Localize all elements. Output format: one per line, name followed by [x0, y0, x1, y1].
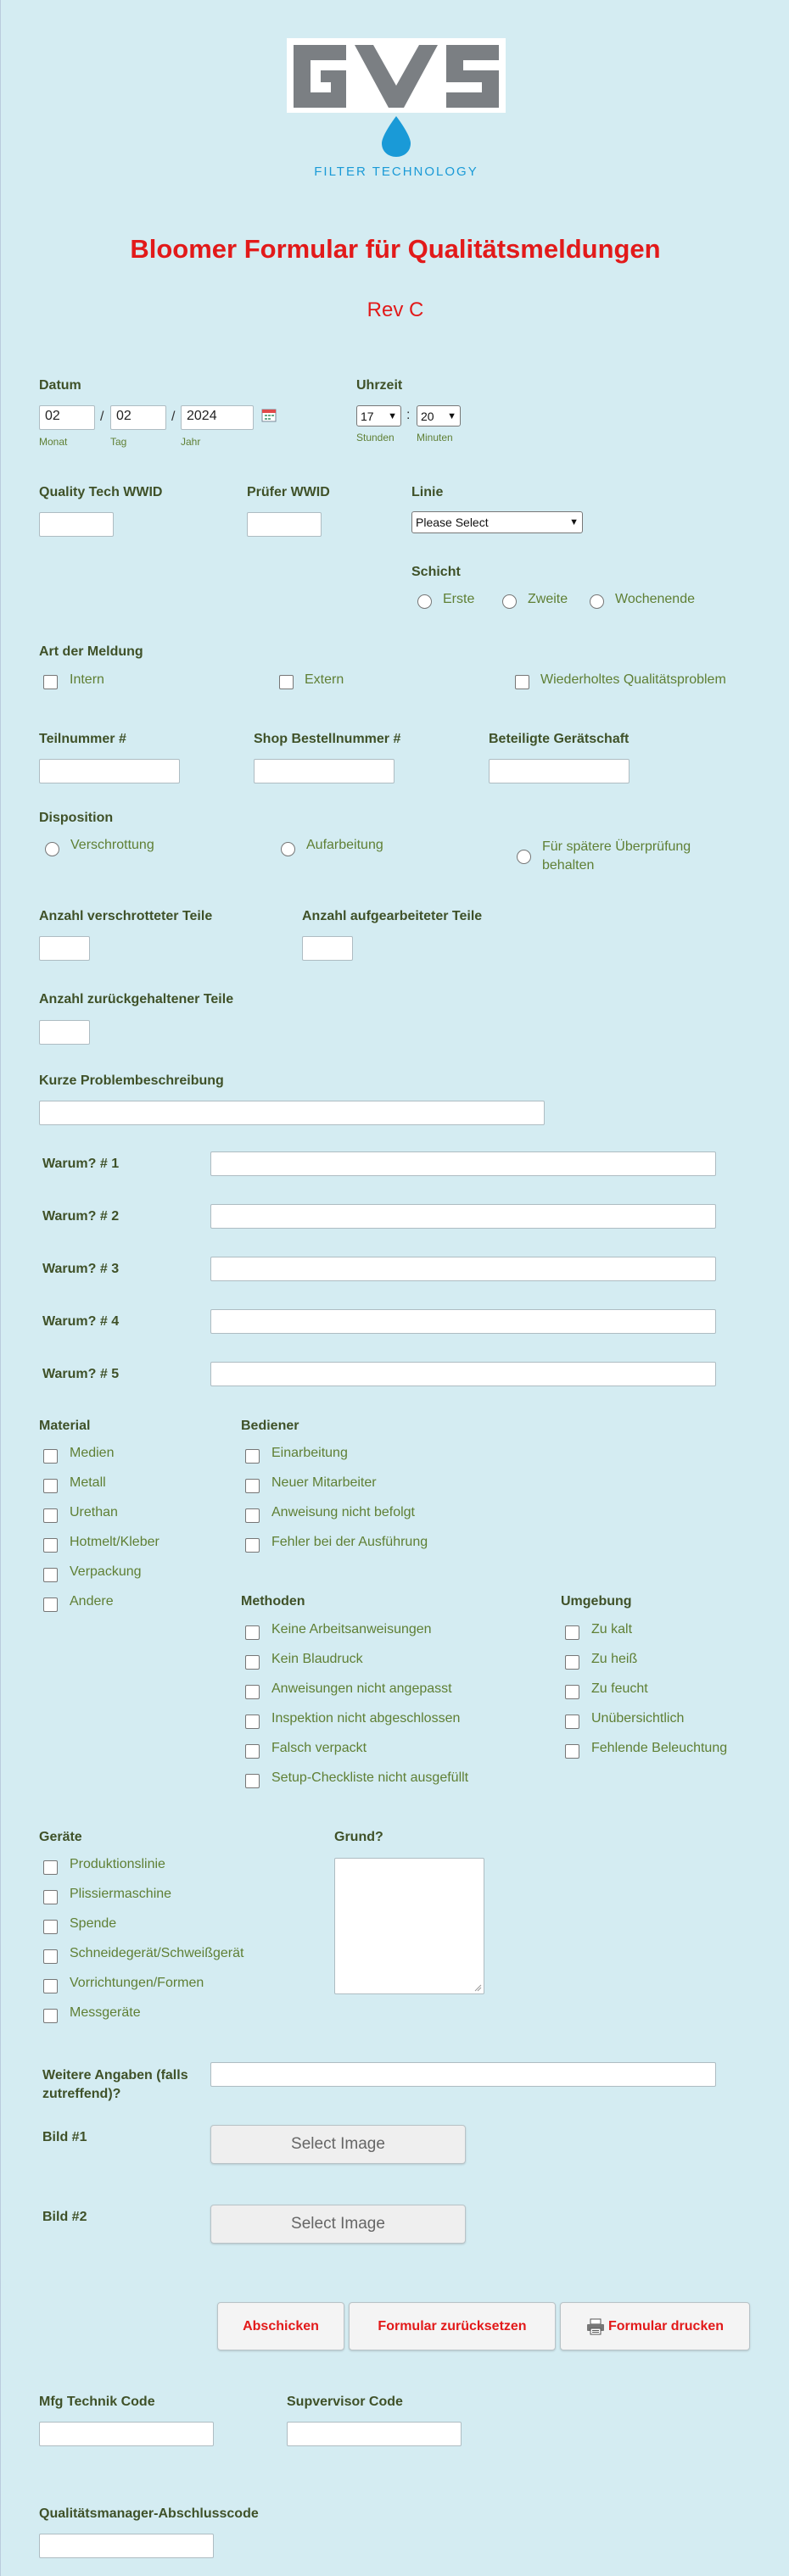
date-month-input[interactable]: 02: [39, 405, 95, 430]
reset-button[interactable]: Formular zurücksetzen: [349, 2302, 556, 2350]
material-option: Urethan: [70, 1505, 118, 1519]
year-sublabel: Jahr: [181, 436, 201, 448]
methoden-option: Setup-Checkliste nicht ausgefüllt: [271, 1770, 469, 1785]
methoden-checkbox[interactable]: [245, 1774, 260, 1788]
date-year-input[interactable]: 2024: [181, 405, 254, 430]
disposition-radio-aufarbeitung[interactable]: [281, 842, 295, 856]
bediener-checkbox[interactable]: [245, 1508, 260, 1523]
geraete-checkbox[interactable]: [43, 1979, 58, 1993]
geraete-option: Schneidegerät/Schweißgerät: [70, 1946, 244, 1960]
anzahl-zurueck-label: Anzahl zurückgehaltener Teile: [39, 992, 234, 1006]
warum-1-input[interactable]: [210, 1151, 716, 1176]
bediener-option: Anweisung nicht befolgt: [271, 1505, 415, 1519]
linie-select[interactable]: [411, 511, 583, 533]
chevron-down-icon: ▼: [447, 410, 456, 421]
mfg-label: Mfg Technik Code: [39, 2395, 155, 2409]
supervisor-label: Supvervisor Code: [287, 2395, 403, 2409]
material-option: Metall: [70, 1475, 106, 1490]
kurz-label: Kurze Problembeschreibung: [39, 1073, 224, 1088]
geraete-option: Messgeräte: [70, 2005, 141, 2020]
minutes-value: 20: [421, 409, 434, 423]
kurz-input[interactable]: [39, 1101, 545, 1125]
material-option: Andere: [70, 1594, 114, 1609]
weitere-input[interactable]: [210, 2062, 716, 2087]
geraete-checkbox[interactable]: [43, 1920, 58, 1934]
disposition-option-aufarbeitung: Aufarbeitung: [306, 838, 383, 852]
minutes-select[interactable]: [417, 405, 461, 427]
chevron-down-icon: ▼: [569, 517, 579, 527]
grund-textarea[interactable]: [334, 1858, 484, 1994]
anzahl-verschrottet-label: Anzahl verschrotteter Teile: [39, 909, 213, 923]
teilnummer-label: Teilnummer #: [39, 732, 126, 746]
geraetschaft-input[interactable]: [489, 759, 630, 783]
uhrzeit-label: Uhrzeit: [356, 378, 403, 393]
methoden-checkbox[interactable]: [245, 1655, 260, 1670]
weitere-label-line1: Weitere Angaben (falls: [42, 2068, 188, 2083]
calendar-icon[interactable]: [261, 407, 277, 422]
methoden-option: Inspektion nicht abgeschlossen: [271, 1711, 461, 1726]
geraete-option: Plissiermaschine: [70, 1887, 172, 1901]
hours-sublabel: Stunden: [356, 432, 394, 443]
umgebung-option: Zu feucht: [591, 1681, 648, 1696]
material-checkbox[interactable]: [43, 1449, 58, 1464]
gvs-logo-graphic: [287, 38, 506, 178]
disposition-label: Disposition: [39, 811, 114, 825]
datum-label: Datum: [39, 378, 81, 393]
anzahl-aufgearbeitet-label: Anzahl aufgearbeiteter Teile: [302, 909, 483, 923]
shop-bestell-input[interactable]: [254, 759, 394, 783]
warum-5-label: Warum? # 5: [42, 1367, 120, 1381]
methoden-checkbox[interactable]: [245, 1715, 260, 1729]
month-sublabel: Monat: [39, 436, 68, 448]
material-checkbox[interactable]: [43, 1508, 58, 1523]
resize-handle-icon[interactable]: [474, 1984, 482, 1992]
geraete-checkbox[interactable]: [43, 1860, 58, 1875]
warum-1-label: Warum? # 1: [42, 1157, 120, 1171]
geraete-option: Vorrichtungen/Formen: [70, 1976, 204, 1990]
date-separator-2: /: [171, 410, 176, 424]
teilnummer-input[interactable]: [39, 759, 180, 783]
art-checkbox-intern[interactable]: [43, 675, 58, 689]
material-option: Verpackung: [70, 1564, 142, 1579]
disposition-radio-verschrottung[interactable]: [45, 842, 59, 856]
warum-4-label: Warum? # 4: [42, 1314, 120, 1329]
bediener-option: Neuer Mitarbeiter: [271, 1475, 377, 1490]
hours-select[interactable]: [356, 405, 401, 427]
supervisor-input[interactable]: [287, 2422, 462, 2446]
geraete-option: Produktionslinie: [70, 1857, 165, 1871]
shop-bestell-label: Shop Bestellnummer #: [254, 732, 401, 746]
mfg-input[interactable]: [39, 2422, 214, 2446]
material-checkbox[interactable]: [43, 1597, 58, 1612]
revision-label: Rev C: [367, 298, 424, 321]
grund-label: Grund?: [334, 1830, 383, 1844]
print-button-label: Formular drucken: [607, 2318, 725, 2333]
schicht-radio-zweite[interactable]: [502, 594, 517, 609]
linie-label: Linie: [411, 485, 444, 499]
schicht-option-wochenende: Wochenende: [615, 592, 695, 606]
umgebung-checkbox[interactable]: [565, 1715, 579, 1729]
methoden-checkbox[interactable]: [245, 1625, 260, 1640]
printer-icon: [586, 2318, 605, 2335]
umgebung-option: Fehlende Beleuchtung: [591, 1741, 728, 1755]
umgebung-checkbox[interactable]: [565, 1744, 579, 1759]
umgebung-option: Zu kalt: [591, 1622, 633, 1636]
quality-tech-input[interactable]: [39, 512, 114, 537]
schicht-option-zweite: Zweite: [528, 592, 568, 606]
geraete-label: Geräte: [39, 1830, 82, 1844]
umgebung-label: Umgebung: [561, 1594, 632, 1609]
anzahl-verschrottet-input[interactable]: [39, 936, 90, 961]
warum-2-input[interactable]: [210, 1204, 716, 1229]
art-checkbox-wiederholt[interactable]: [515, 675, 529, 689]
time-colon: :: [406, 408, 411, 422]
page-title: Bloomer Formular für Qualitätsmeldungen: [130, 234, 661, 264]
methoden-option: Anweisungen nicht angepasst: [271, 1681, 452, 1696]
warum-3-label: Warum? # 3: [42, 1262, 120, 1276]
schicht-radio-erste[interactable]: [417, 594, 432, 609]
methoden-label: Methoden: [241, 1594, 305, 1609]
geraete-option: Spende: [70, 1916, 117, 1931]
umgebung-option: Unübersichtlich: [591, 1711, 685, 1726]
umgebung-checkbox[interactable]: [565, 1655, 579, 1670]
warum-3-input[interactable]: [210, 1257, 716, 1281]
umgebung-checkbox[interactable]: [565, 1685, 579, 1699]
geraete-checkbox[interactable]: [43, 1890, 58, 1904]
material-option: Medien: [70, 1446, 115, 1460]
warum-5-input[interactable]: [210, 1362, 716, 1386]
art-label: Art der Meldung: [39, 644, 143, 659]
anzahl-zurueck-input[interactable]: [39, 1020, 90, 1045]
weitere-label-line2: zutreffend)?: [42, 2087, 121, 2101]
weitere-label: [42, 2066, 188, 2104]
disposition-option-verschrottung: Verschrottung: [70, 838, 154, 852]
geraete-checkbox[interactable]: [43, 2009, 58, 2023]
methoden-option: Kein Blaudruck: [271, 1652, 363, 1666]
art-option-extern: Extern: [305, 672, 344, 687]
methoden-option: Falsch verpackt: [271, 1741, 367, 1755]
submit-button[interactable]: Abschicken: [217, 2302, 344, 2350]
schicht-radio-wochenende[interactable]: [590, 594, 604, 609]
umgebung-option: Zu heiß: [591, 1652, 638, 1666]
chevron-down-icon: ▼: [388, 410, 397, 421]
geraetschaft-label: Beteiligte Gerätschaft: [489, 732, 630, 746]
day-sublabel: Tag: [110, 436, 127, 448]
quality-tech-label: Quality Tech WWID: [39, 485, 163, 499]
disposition-option-behalten: Für spätere Überprüfung behalten: [542, 839, 691, 873]
material-checkbox[interactable]: [43, 1568, 58, 1582]
minutes-sublabel: Minuten: [417, 432, 453, 443]
logo-tagline: FILTER TECHNOLOGY: [314, 164, 478, 178]
warum-2-label: Warum? # 2: [42, 1209, 120, 1224]
geraete-checkbox[interactable]: [43, 1949, 58, 1964]
umgebung-checkbox[interactable]: [565, 1625, 579, 1640]
art-option-wiederholt: Wiederholtes Qualitätsproblem: [540, 672, 726, 687]
qm-label: Qualitätsmanager-Abschlusscode: [39, 2506, 259, 2521]
schicht-label: Schicht: [411, 565, 461, 579]
qm-input[interactable]: [39, 2534, 214, 2558]
bild1-select-image-button[interactable]: Select Image: [210, 2125, 466, 2164]
material-checkbox[interactable]: [43, 1538, 58, 1553]
date-day-input[interactable]: 02: [110, 405, 166, 430]
art-option-intern: Intern: [70, 672, 104, 687]
art-checkbox-extern[interactable]: [279, 675, 294, 689]
methoden-option: Keine Arbeitsanweisungen: [271, 1622, 432, 1636]
bediener-checkbox[interactable]: [245, 1479, 260, 1493]
pruefer-label: Prüfer WWID: [247, 485, 330, 499]
bediener-checkbox[interactable]: [245, 1449, 260, 1464]
bediener-checkbox[interactable]: [245, 1538, 260, 1553]
warum-4-input[interactable]: [210, 1309, 716, 1334]
bild1-label: Bild #1: [42, 2130, 87, 2144]
disposition-radio-behalten[interactable]: [517, 850, 531, 864]
schicht-option-erste: Erste: [443, 592, 475, 606]
bediener-option: Fehler bei der Ausführung: [271, 1535, 428, 1549]
material-checkbox[interactable]: [43, 1479, 58, 1493]
methoden-checkbox[interactable]: [245, 1744, 260, 1759]
material-label: Material: [39, 1419, 91, 1433]
bild2-label: Bild #2: [42, 2210, 87, 2224]
hours-value: 17: [361, 409, 374, 423]
bediener-label: Bediener: [241, 1419, 299, 1433]
methoden-checkbox[interactable]: [245, 1685, 260, 1699]
material-option: Hotmelt/Kleber: [70, 1535, 159, 1549]
pruefer-input[interactable]: [247, 512, 322, 537]
gvs-logo: [287, 38, 506, 178]
date-separator: /: [100, 410, 104, 424]
bediener-option: Einarbeitung: [271, 1446, 348, 1460]
linie-selected: Please Select: [416, 516, 489, 529]
bild2-select-image-button[interactable]: Select Image: [210, 2205, 466, 2244]
print-button[interactable]: [560, 2302, 750, 2350]
anzahl-aufgearbeitet-input[interactable]: [302, 936, 353, 961]
